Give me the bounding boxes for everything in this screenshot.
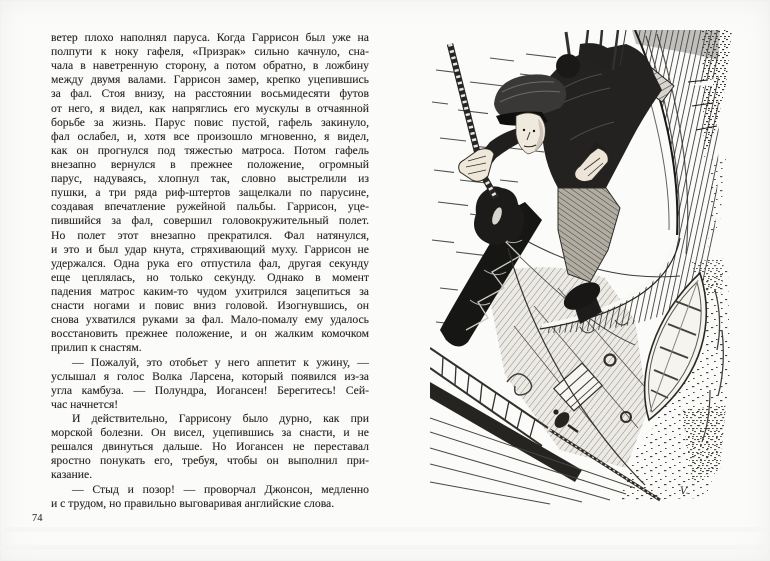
- text-line: создавая впечатление ружейной пальбы. Гаррисон, уце-: [51, 200, 369, 214]
- text-line: парус, надуваясь, хлопнул так, словно выстрелили из: [51, 172, 369, 186]
- scan-artifact-band: [0, 545, 770, 550]
- text-line: — Пожалуй, это отобьет у него аппетит к ужину, —: [72, 355, 369, 369]
- text-line: услышал я голос Волка Ларсена, который появился из-за: [51, 369, 369, 383]
- artist-signature: V.: [680, 486, 689, 497]
- page-number: 74: [32, 513, 43, 524]
- text-line: между двумя валами. Гаррисон замер, крепко уцепившись: [51, 73, 369, 87]
- illustration-sailor-on-gaff: [430, 30, 746, 508]
- text-line: морской болезни. Он висел, уцепившись за снасти, и не: [51, 426, 369, 440]
- text-line: пившийся за фал, совершил головокружительный полет.: [51, 214, 369, 228]
- text-line: И действительно, Гаррисону было дурно, как при: [72, 411, 369, 425]
- text-line: еще цеплялась, но только секунду. Однако в момент: [51, 270, 369, 284]
- text-line: ветер плохо наполнял паруса. Когда Гаррисон был уже на: [51, 31, 369, 44]
- text-line: час начнется!: [51, 397, 119, 411]
- text-line: Но полет этот внезапно прекратился. Фал натянулся,: [51, 228, 369, 242]
- scan-artifact-band: [0, 527, 770, 532]
- text-line: яростно понукать его, требуя, чтобы он выполнил при-: [51, 454, 369, 468]
- text-line: от него, я видел, как напряглись его мускулы в отчаянной: [51, 101, 369, 115]
- text-line: полпути к ноку гафеля, «Призрак» сильно качнуло, сна-: [51, 45, 369, 59]
- text-line: падения матрос каким-то чудом ухитрился зацепиться за: [51, 284, 369, 298]
- text-line: чала в наветренную сторону, а потом обратно, в ложбину: [51, 59, 369, 73]
- text-line: казание.: [51, 468, 93, 482]
- text-line: борьбе за жизнь. Парус повис пустой, гафель закинуло,: [51, 115, 369, 129]
- text-line: снова ухватился руками за фал. Мало-помалу ему удалось: [51, 313, 369, 327]
- fist-on-rigging: [556, 54, 580, 78]
- text-line: удержался. Одна рука его отпустила фал, другая секунду: [51, 256, 369, 270]
- text-line: снасти ногами и повис вниз головой. Изогнувшись, он: [51, 299, 369, 313]
- text-line: прилип к снастям.: [51, 341, 142, 355]
- body-text: [51, 31, 369, 511]
- trousers: [558, 188, 620, 282]
- text-line: и это и был удар кнута, стряхивающий муху. Гаррисон не: [51, 242, 369, 256]
- text-line: решался двинуться дальше. Но Иогансен не переставал: [51, 440, 369, 454]
- text-line: пушки, а три ряда риф-штертов защелкали по парусине,: [51, 186, 369, 200]
- text-line: — Стыд и позор! — проворчал Джонсон, медленно: [72, 482, 369, 496]
- text-line: как он прогнулся под тяжестью матроса. Потом гафель: [51, 143, 369, 157]
- text-line: восстановить прежнее положение, и он жалким комочком: [51, 327, 369, 341]
- text-line: внезапно вернулся в прежнее положение, огромный: [51, 157, 369, 171]
- text-line: фал ослабел, и, хотя все произошло мгновенно, я видел,: [51, 129, 369, 143]
- text-line: за фал. Стоя внизу, на расстоянии восьмидесяти футов: [51, 87, 369, 101]
- text-line: угла камбуза. — Полундра, Иогансен! Берегитесь! Сей-: [51, 383, 369, 397]
- text-line: и с трудом, но правильно выговаривая английские слова.: [51, 496, 335, 510]
